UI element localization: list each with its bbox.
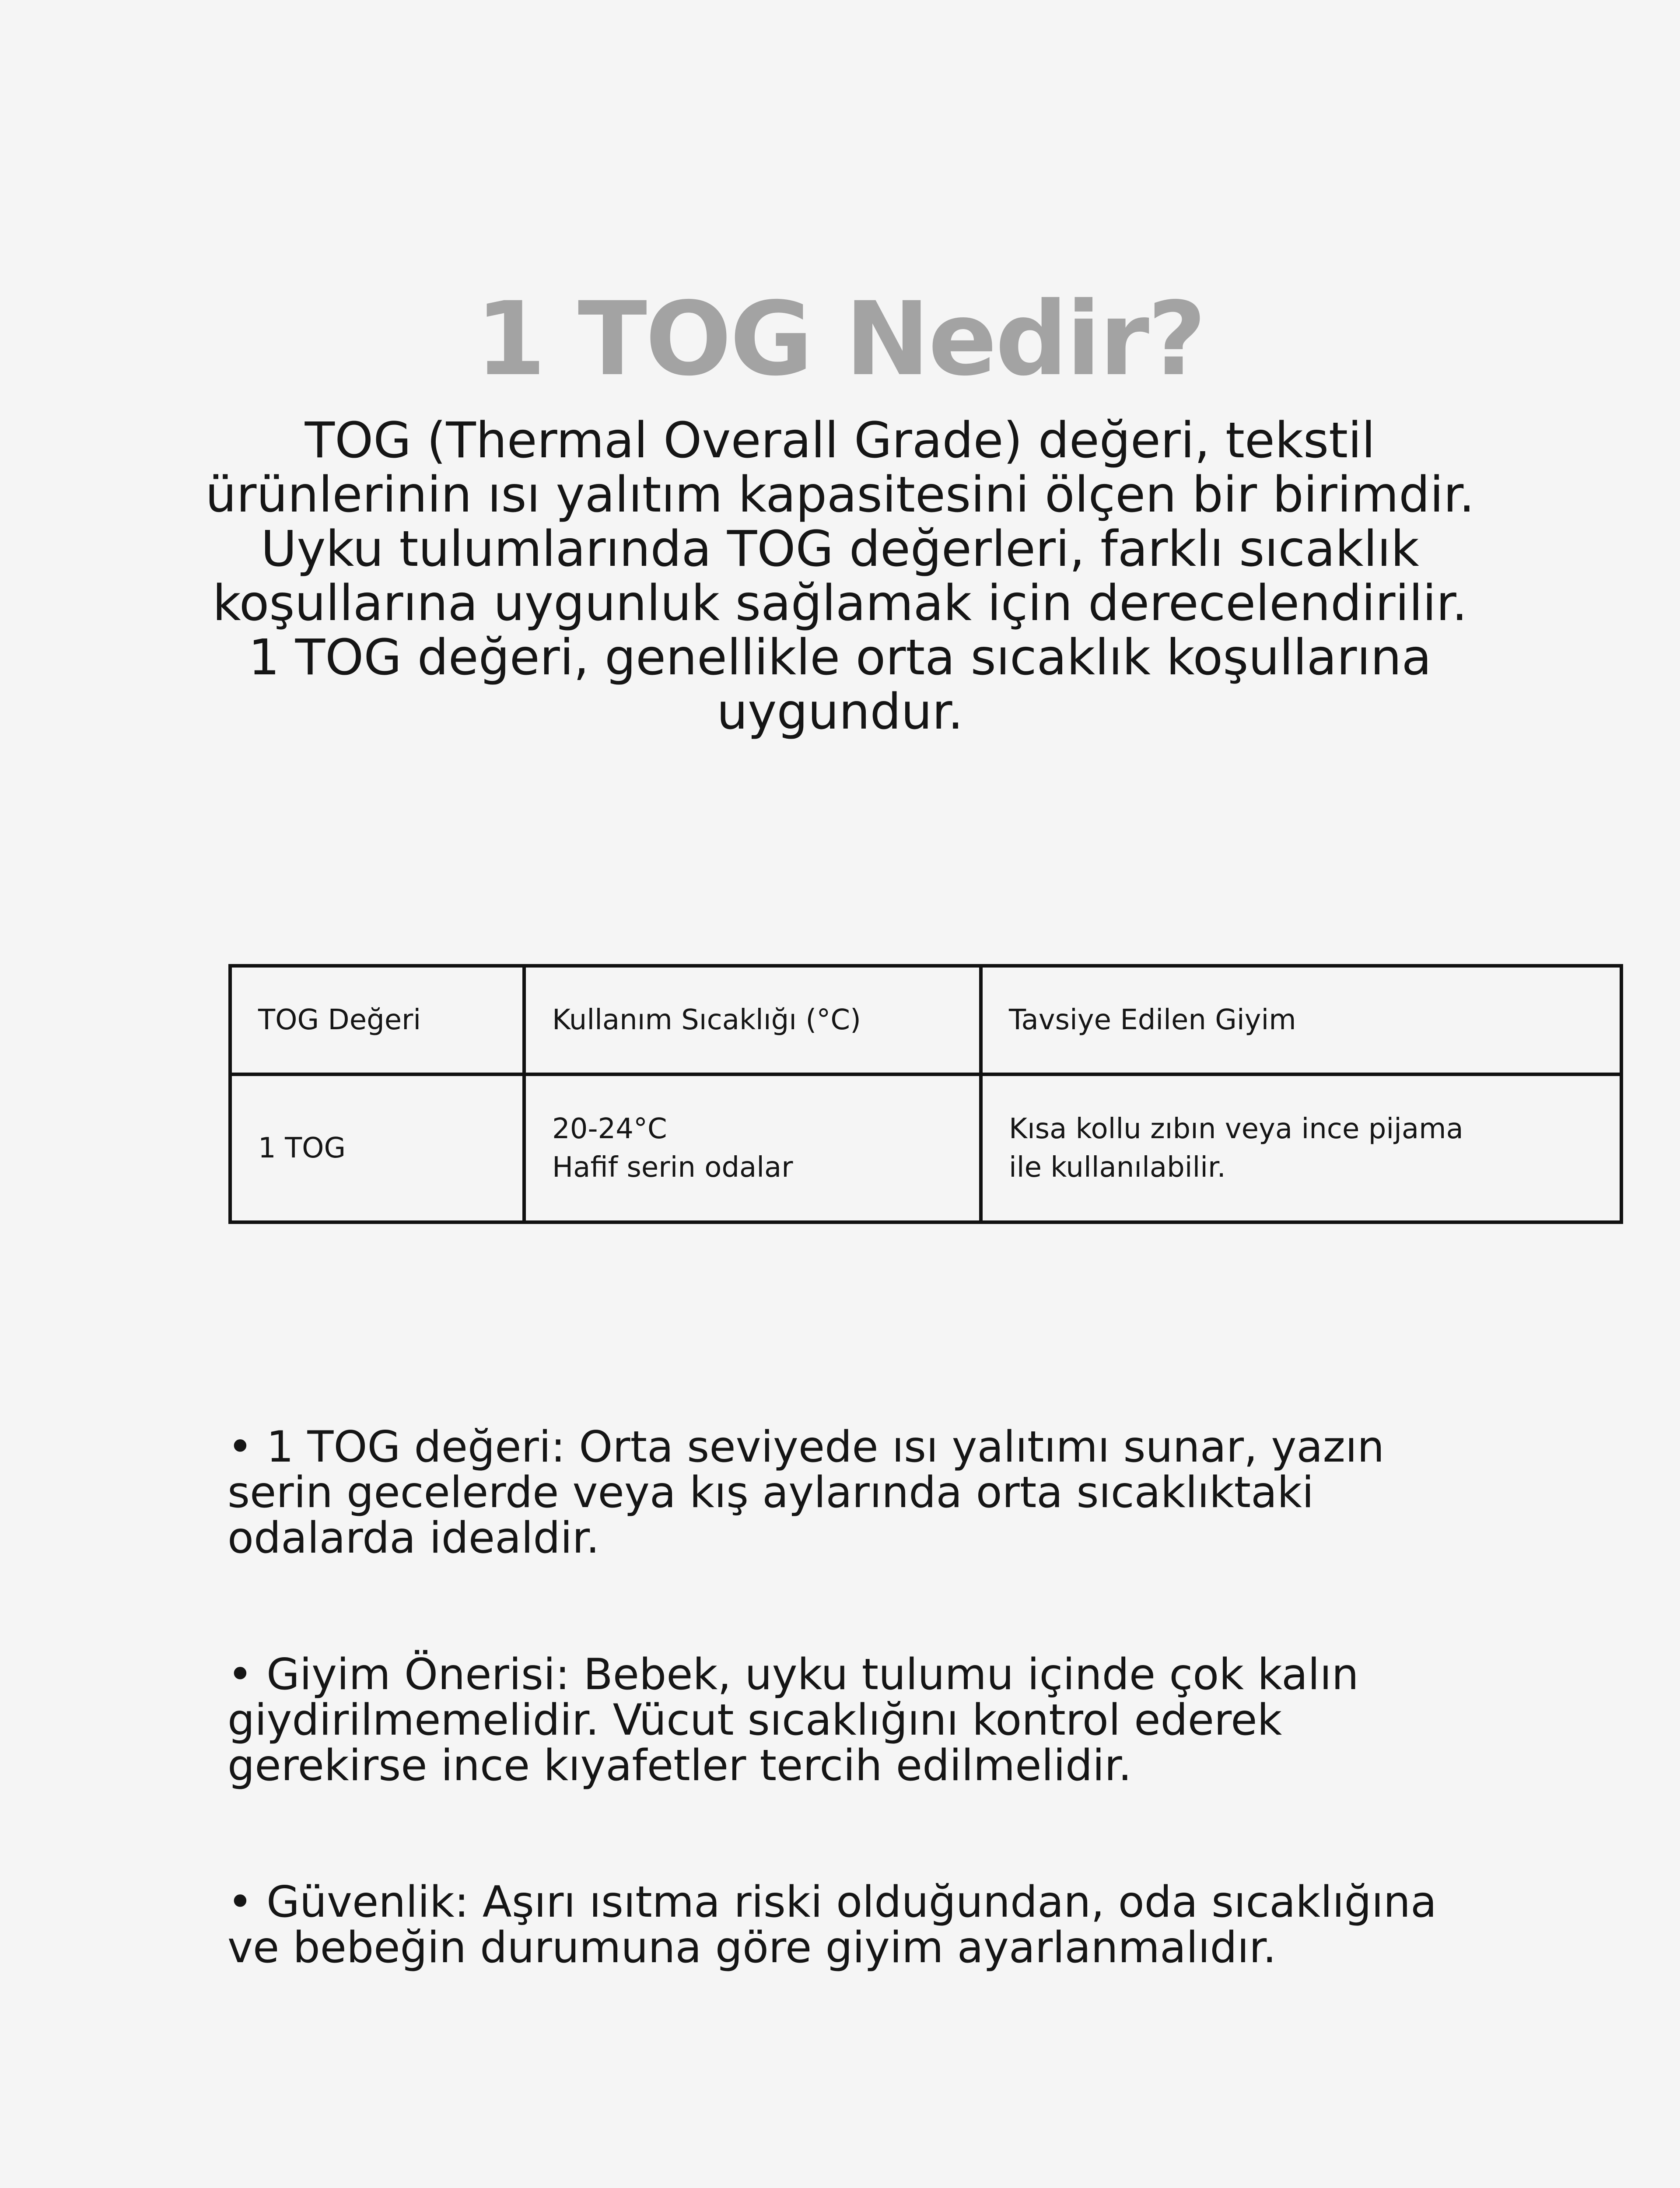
brand-logo <box>547 2184 1133 2188</box>
table-cell-tog: 1 TOG <box>230 1074 524 1222</box>
intro-paragraph-2: 1 TOG değeri, genellikle orta sıcaklık koşullarına uygundur. <box>248 629 1432 740</box>
table-row <box>230 1074 1621 1222</box>
note-clothing: • Giyim Önerisi: Bebek, uyku tulumu içinde çok kalın giydirilmemelidir. Vücut sıcaklığını kontrol ederek gerekirse ince kıyafetler tercih edilmelidir. <box>228 1650 1359 1791</box>
table-header-tog-value: TOG Değeri <box>230 966 524 1074</box>
temperature-description: Hafif serin odalar <box>552 1151 793 1184</box>
table-cell-clothing <box>981 1074 1621 1222</box>
notes-list <box>228 1424 1479 2062</box>
messido-logo-svg <box>547 2184 1133 2188</box>
table-header-clothing: Tavsiye Edilen Giyim <box>981 966 1621 1074</box>
clothing-line-2: ile kullanılabilir. <box>1009 1151 1226 1184</box>
table-cell-temperature <box>524 1074 981 1222</box>
table-header-temperature: Kullanım Sıcaklığı (°C) <box>524 966 981 1074</box>
tog-table <box>228 964 1623 1224</box>
clothing-line-1: Kısa kollu zıbın veya ince pijama <box>1009 1113 1463 1145</box>
table-header-row <box>230 966 1621 1074</box>
intro-paragraph-1: TOG (Thermal Overall Grade) değeri, tekstil ürünlerinin ısı yalıtım kapasitesini ölçen bir birimdir. Uyku tulumlarında TOG değerleri, farklı sıcaklık koşullarına uygunluk sağlamak için derecelendirilir. <box>205 412 1475 632</box>
intro-text <box>175 414 1505 739</box>
page-title: 1 TOG Nedir? <box>475 280 1205 399</box>
temperature-range: 20-24°C <box>552 1113 667 1145</box>
note-safety: • Güvenlik: Aşırı ısıtma riski olduğundan, oda sıcaklığına ve bebeğin durumuna göre giyim ayarlanmalıdır. <box>228 1877 1437 1973</box>
note-tog-value: • 1 TOG değeri: Orta seviyede ısı yalıtımı sunar, yazın serin gecelerde veya kış aylarında orta sıcaklıktaki odalarda idealdir. <box>228 1422 1385 1563</box>
